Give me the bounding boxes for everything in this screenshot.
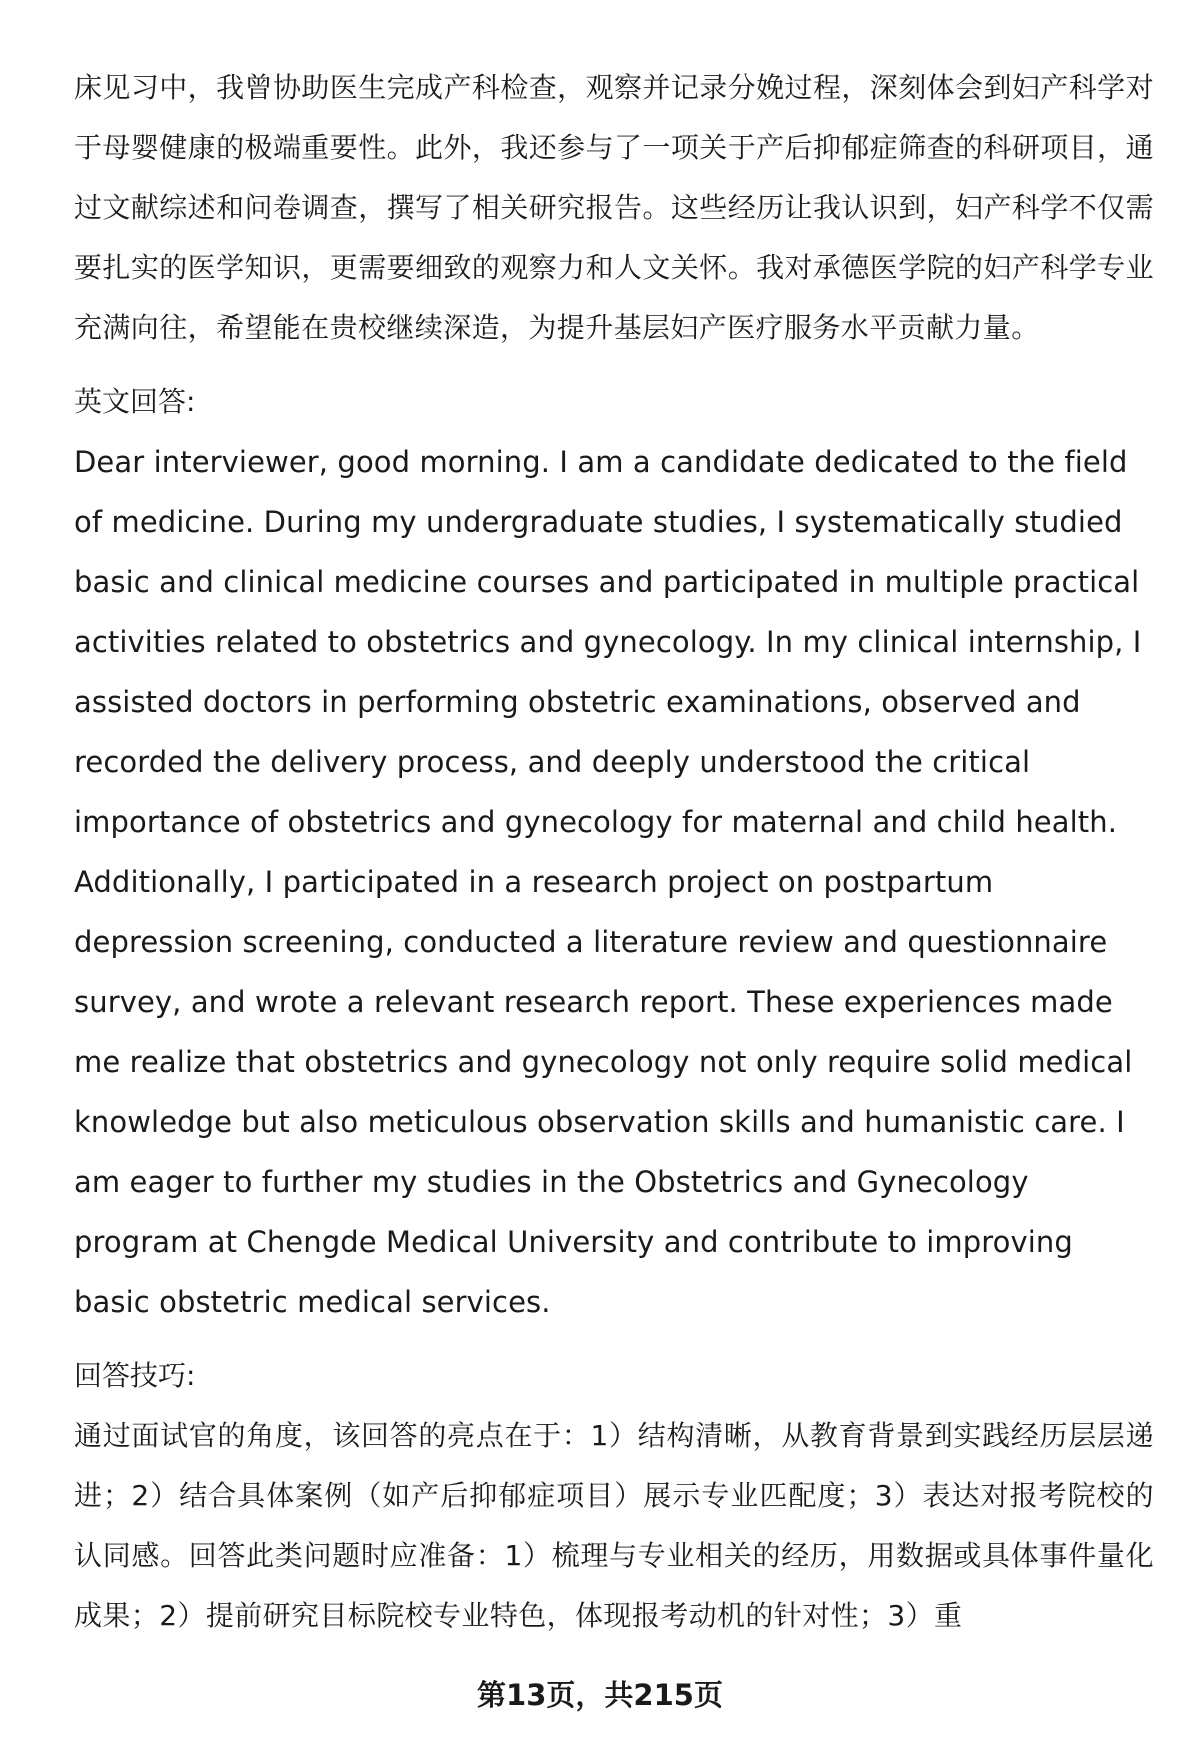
english-answer-heading: 英文回答: [74, 385, 196, 418]
intro-paragraph: 床见习中，我曾协助医生完成产科检查，观察并记录分娩过程，深刻体会到妇产科学对于母婴健康的极端重要性。此外，我还参与了一项关于产后抑郁症筛查的科研项目，通过文献综述和问卷调查，撰写了相关研究报告。这些经历让我认识到，妇产科学不仅需要扎实的医学知识，更需要细致的观察力和人文关怀。我对承德医学院的妇产科学专业充满向往，希望能在贵校继续深造，为提升基层妇产医疗服务水平贡献力量。 [74, 71, 1154, 344]
tips-text: 通过面试官的角度，该回答的亮点在于：1）结构清晰，从教育背景到实践经历层层递进；2）结合具体案例（如产后抑郁症项目）展示专业匹配度；3）表达对报考院校的认同感。回答此类问题时应准备：1）梳理与专业相关的经历，用数据或具体事件量化成果；2）提前研究目标院校专业特色，体现报考动机的针对性；3）重 [74, 1419, 1154, 1632]
english-answer-text: Dear interviewer, good morning. I am a candidate dedicated to the field of medicine. During my undergraduate studies, I systematically studied basic and clinical medicine courses and participated in multiple practical activities related to obstetrics and gynecology. In my clinical internship, I assisted doctors in performing obstetric examinations, observed and recorded the delivery process, and deeply understood the critical importance of obstetrics and gynecology for maternal and child health. Additionally, I participated in a research project on postpartum depression screening, conducted a literature review and questionnaire survey, and wrote a relevant research report. These experiences made me realize that obstetrics and gynecology not only require solid medical knowledge but also meticulous observation skills and humanistic care. I am eager to further my studies in the Obstetrics and Gynecology program at Chengde Medical University and contribute to improving basic obstetric medical services. [74, 445, 1142, 1319]
document-body [74, 58, 1154, 1646]
tips-heading: 回答技巧: [74, 1359, 196, 1392]
page-number: 第13页，共215页 [477, 1678, 723, 1712]
